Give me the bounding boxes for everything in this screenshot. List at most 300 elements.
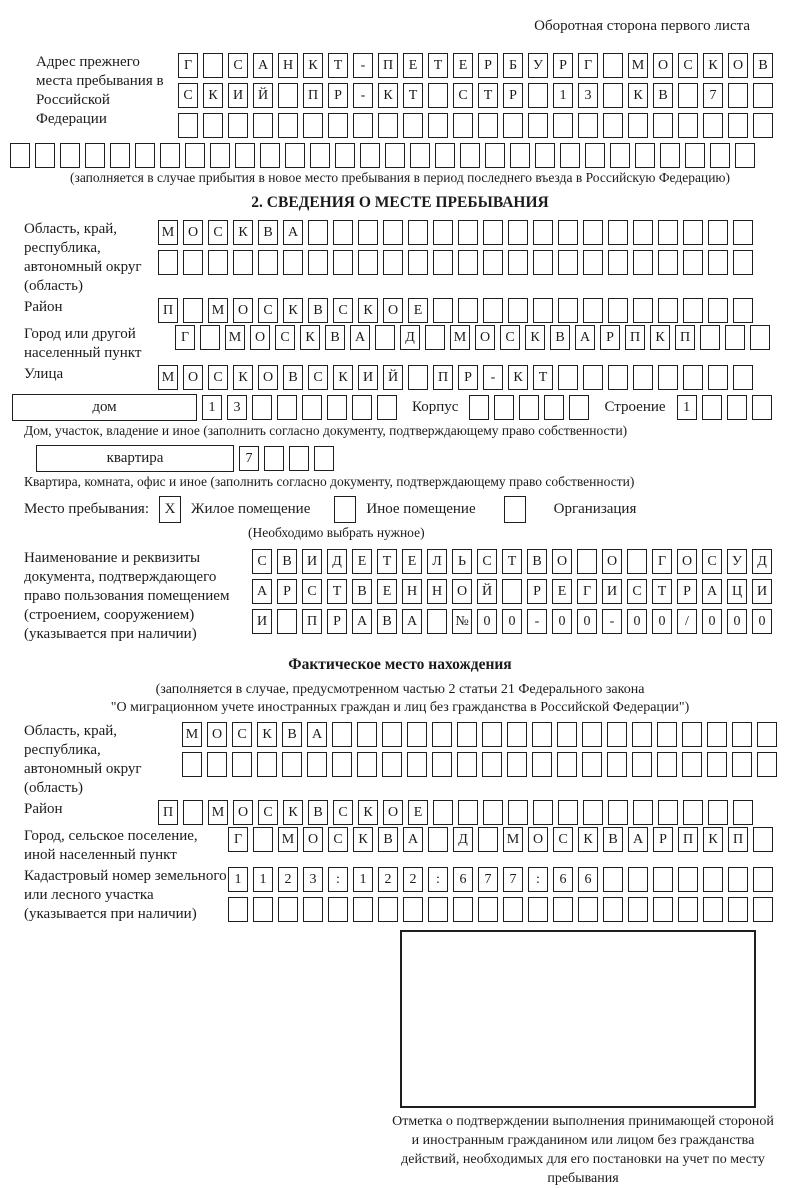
char-cell (583, 250, 603, 275)
char-cell (360, 143, 380, 168)
char-cell: У (528, 53, 548, 78)
char-cell: О (677, 549, 697, 574)
char-cell (232, 752, 252, 777)
char-cell: Б (503, 53, 523, 78)
char-cell: Д (327, 549, 347, 574)
char-cell (608, 800, 628, 825)
document-row-2 (252, 579, 772, 604)
char-cell (528, 897, 548, 922)
char-cell (485, 143, 505, 168)
cadastre-row-1 (228, 867, 773, 892)
char-cell (735, 143, 755, 168)
actual-region-row-2 (182, 752, 777, 777)
char-cell (732, 752, 752, 777)
char-cell: В (753, 53, 773, 78)
char-cell: П (303, 83, 323, 108)
corner-note: Оборотная сторона первого листа (534, 18, 750, 34)
char-cell (407, 722, 427, 747)
char-cell: А (253, 53, 273, 78)
char-cell: А (575, 325, 595, 350)
section2-street-label: Улица (24, 366, 64, 382)
char-cell (632, 722, 652, 747)
char-cell: 0 (652, 609, 672, 634)
char-cell (314, 446, 334, 471)
char-cell: 0 (552, 609, 572, 634)
char-cell: И (252, 609, 272, 634)
char-cell: 6 (578, 867, 598, 892)
char-cell (519, 395, 539, 420)
char-cell (608, 250, 628, 275)
char-cell: М (208, 800, 228, 825)
char-cell (658, 365, 678, 390)
other-premises-label: Иное помещение (366, 501, 476, 517)
char-cell: К (703, 827, 723, 852)
char-cell: 7 (703, 83, 723, 108)
document-label: Наименование и реквизиты документа, подтверждающего право пользования помещением (строением, сооружением) (указывается при наличии) (24, 550, 230, 642)
char-cell (332, 722, 352, 747)
char-cell (725, 325, 745, 350)
char-cell: О (475, 325, 495, 350)
char-cell (503, 113, 523, 138)
char-cell: К (358, 298, 378, 323)
char-cell (683, 800, 703, 825)
char-cell: Е (408, 298, 428, 323)
char-cell (733, 250, 753, 275)
char-cell: Д (453, 827, 473, 852)
char-cell (433, 800, 453, 825)
char-cell: С (553, 827, 573, 852)
char-cell: 1 (553, 83, 573, 108)
char-cell (553, 113, 573, 138)
char-cell (583, 800, 603, 825)
char-cell: О (528, 827, 548, 852)
char-cell (425, 325, 445, 350)
char-cell (707, 722, 727, 747)
char-cell: О (250, 325, 270, 350)
char-cell (383, 250, 403, 275)
char-cell (482, 722, 502, 747)
char-cell (533, 298, 553, 323)
char-cell: К (283, 298, 303, 323)
char-cell: Й (383, 365, 403, 390)
char-cell: С (453, 83, 473, 108)
char-cell (428, 897, 448, 922)
char-cell: С (208, 365, 228, 390)
section2-city-label: Город или другой населенный пункт (24, 326, 142, 361)
char-cell (528, 83, 548, 108)
char-cell (553, 897, 573, 922)
char-cell (357, 752, 377, 777)
organization-checkbox (504, 496, 526, 523)
char-cell: К (353, 827, 373, 852)
char-cell (633, 365, 653, 390)
char-cell: С (702, 549, 722, 574)
char-cell: К (233, 220, 253, 245)
char-cell: К (650, 325, 670, 350)
char-cell (10, 143, 30, 168)
char-cell: М (278, 827, 298, 852)
section2-district-block (10, 298, 790, 323)
section2-region-block (10, 220, 790, 296)
char-cell: П (625, 325, 645, 350)
building-cells (677, 395, 772, 420)
char-cell (403, 113, 423, 138)
char-cell (532, 722, 552, 747)
char-cell (183, 298, 203, 323)
char-cell: А (702, 579, 722, 604)
char-cell: С (308, 365, 328, 390)
char-cell (658, 298, 678, 323)
char-cell: М (503, 827, 523, 852)
char-cell: С (275, 325, 295, 350)
char-cell (135, 143, 155, 168)
char-cell (569, 395, 589, 420)
char-cell (653, 897, 673, 922)
char-cell (558, 365, 578, 390)
char-cell (727, 395, 747, 420)
section2-city-row (175, 325, 770, 350)
char-cell: 6 (553, 867, 573, 892)
char-cell: 2 (378, 867, 398, 892)
char-cell: С (477, 549, 497, 574)
char-cell (533, 250, 553, 275)
char-cell (408, 250, 428, 275)
char-cell (407, 752, 427, 777)
char-cell (757, 752, 777, 777)
char-cell: Р (677, 579, 697, 604)
char-cell: И (228, 83, 248, 108)
char-cell (228, 897, 248, 922)
char-cell: 0 (477, 609, 497, 634)
char-cell (382, 722, 402, 747)
char-cell (603, 897, 623, 922)
char-cell (178, 113, 198, 138)
organization-label: Организация (553, 501, 637, 517)
char-cell (558, 220, 578, 245)
char-cell (289, 446, 309, 471)
char-cell: В (283, 365, 303, 390)
char-cell: С (500, 325, 520, 350)
char-cell (603, 53, 623, 78)
char-cell: А (628, 827, 648, 852)
char-cell: И (358, 365, 378, 390)
block-label: Корпус (412, 399, 459, 415)
char-cell: О (602, 549, 622, 574)
char-cell (585, 143, 605, 168)
char-cell: 3 (303, 867, 323, 892)
char-cell: Р (503, 83, 523, 108)
char-cell (582, 752, 602, 777)
char-cell: 1 (677, 395, 697, 420)
actual-city-block (10, 827, 790, 865)
char-cell (733, 220, 753, 245)
stay-type-note: (Необходимо выбрать нужное) (248, 525, 425, 540)
char-cell (657, 752, 677, 777)
stamp-caption: Отметка о подтверждении выполнения принимающей стороной и иностранным гражданином или лицом без гражданства действий, необходимых для его постановки на учет по месту пребывания (392, 1114, 774, 1186)
char-cell: П (378, 53, 398, 78)
char-cell (458, 298, 478, 323)
char-cell (653, 113, 673, 138)
char-cell (183, 250, 203, 275)
char-cell (628, 897, 648, 922)
char-cell: В (527, 549, 547, 574)
char-cell: 7 (503, 867, 523, 892)
char-cell (633, 250, 653, 275)
char-cell: О (207, 722, 227, 747)
char-cell: П (158, 298, 178, 323)
char-cell (753, 897, 773, 922)
char-cell: В (325, 325, 345, 350)
char-cell (333, 250, 353, 275)
actual-district-label: Район (24, 801, 63, 817)
char-cell: О (552, 549, 572, 574)
char-cell (683, 298, 703, 323)
char-cell (753, 867, 773, 892)
char-cell (285, 143, 305, 168)
char-cell: Й (253, 83, 273, 108)
char-cell: В (282, 722, 302, 747)
house-number-cells (202, 395, 397, 420)
section2-city-block (10, 325, 790, 363)
char-cell (582, 722, 602, 747)
char-cell (457, 722, 477, 747)
char-cell: К (233, 365, 253, 390)
char-cell: С (252, 549, 272, 574)
char-cell: В (258, 220, 278, 245)
char-cell: 1 (228, 867, 248, 892)
char-cell (478, 113, 498, 138)
char-cell: С (328, 827, 348, 852)
section2-region-label: Область, край, республика, автономный округ (область) (24, 221, 142, 294)
char-cell (750, 325, 770, 350)
section2-street-row (158, 365, 753, 390)
char-cell (732, 722, 752, 747)
char-cell: : (428, 867, 448, 892)
char-cell (453, 113, 473, 138)
char-cell: О (728, 53, 748, 78)
char-cell (358, 220, 378, 245)
char-cell: С (678, 53, 698, 78)
char-cell: К (203, 83, 223, 108)
char-cell (528, 113, 548, 138)
char-cell (335, 143, 355, 168)
char-cell (203, 113, 223, 138)
char-cell (710, 143, 730, 168)
char-cell (560, 143, 580, 168)
char-cell: В (277, 549, 297, 574)
char-cell: П (675, 325, 695, 350)
char-cell (657, 722, 677, 747)
char-cell (583, 220, 603, 245)
char-cell: А (252, 579, 272, 604)
char-cell: В (653, 83, 673, 108)
char-cell (508, 220, 528, 245)
char-cell: Е (403, 53, 423, 78)
char-cell: Г (178, 53, 198, 78)
char-cell (428, 83, 448, 108)
char-cell: О (233, 298, 253, 323)
char-cell (503, 897, 523, 922)
char-cell: 0 (752, 609, 772, 634)
char-cell (557, 722, 577, 747)
char-cell (253, 897, 273, 922)
char-cell: Т (533, 365, 553, 390)
char-cell (578, 113, 598, 138)
char-cell (603, 83, 623, 108)
char-cell (433, 250, 453, 275)
char-cell (235, 143, 255, 168)
char-cell: 0 (702, 609, 722, 634)
char-cell: 0 (577, 609, 597, 634)
char-cell (328, 113, 348, 138)
actual-region-row-1 (182, 722, 777, 747)
char-cell (660, 143, 680, 168)
char-cell (408, 220, 428, 245)
stay-type-row (24, 496, 790, 523)
char-cell (753, 827, 773, 852)
char-cell (728, 897, 748, 922)
char-cell (428, 827, 448, 852)
char-cell (702, 395, 722, 420)
char-cell: П (678, 827, 698, 852)
char-cell: - (527, 609, 547, 634)
char-cell: К (378, 83, 398, 108)
char-cell: 0 (627, 609, 647, 634)
char-cell: О (452, 579, 472, 604)
char-cell (283, 250, 303, 275)
char-cell (110, 143, 130, 168)
char-cell: С (208, 220, 228, 245)
char-cell: А (307, 722, 327, 747)
apartment-type-box: квартира (36, 445, 234, 472)
char-cell: И (752, 579, 772, 604)
char-cell (253, 113, 273, 138)
char-cell: В (352, 579, 372, 604)
section2-title: 2. СВЕДЕНИЯ О МЕСТЕ ПРЕБЫВАНИЯ (251, 194, 549, 211)
char-cell (200, 325, 220, 350)
char-cell: К (333, 365, 353, 390)
char-cell (633, 298, 653, 323)
char-cell (433, 298, 453, 323)
actual-district-row (158, 800, 753, 825)
char-cell (435, 143, 455, 168)
char-cell: Е (552, 579, 572, 604)
char-cell (458, 800, 478, 825)
char-cell: Р (600, 325, 620, 350)
char-cell (432, 752, 452, 777)
char-cell: Т (428, 53, 448, 78)
char-cell: Е (408, 800, 428, 825)
char-cell: А (350, 325, 370, 350)
char-cell (303, 897, 323, 922)
char-cell (382, 752, 402, 777)
char-cell (633, 220, 653, 245)
char-cell (608, 298, 628, 323)
char-cell (733, 365, 753, 390)
char-cell (353, 113, 373, 138)
char-cell (507, 752, 527, 777)
char-cell (685, 143, 705, 168)
char-cell (678, 113, 698, 138)
char-cell (482, 752, 502, 777)
actual-city-row (228, 827, 773, 852)
char-cell: - (602, 609, 622, 634)
char-cell: 3 (578, 83, 598, 108)
char-cell (507, 722, 527, 747)
residential-checkbox: X (159, 496, 181, 523)
char-cell (378, 113, 398, 138)
char-cell (558, 800, 578, 825)
char-cell: К (703, 53, 723, 78)
char-cell (558, 250, 578, 275)
char-cell (310, 143, 330, 168)
char-cell: К (303, 53, 323, 78)
char-cell (608, 220, 628, 245)
prev-address-block (10, 53, 790, 138)
char-cell: 2 (278, 867, 298, 892)
char-cell (628, 113, 648, 138)
char-cell (160, 143, 180, 168)
char-cell: С (258, 800, 278, 825)
section2-district-label: Район (24, 299, 63, 315)
char-cell (383, 220, 403, 245)
char-cell: Р (527, 579, 547, 604)
char-cell (494, 395, 514, 420)
char-cell: М (182, 722, 202, 747)
document-row-3 (252, 609, 772, 634)
char-cell: Р (327, 609, 347, 634)
char-cell: П (433, 365, 453, 390)
char-cell (403, 897, 423, 922)
char-cell: А (402, 609, 422, 634)
char-cell: С (178, 83, 198, 108)
char-cell (627, 549, 647, 574)
char-cell: М (208, 298, 228, 323)
char-cell: Р (653, 827, 673, 852)
char-cell (633, 800, 653, 825)
char-cell: 7 (478, 867, 498, 892)
char-cell: 1 (353, 867, 373, 892)
char-cell: О (183, 220, 203, 245)
char-cell: Н (402, 579, 422, 604)
char-cell (708, 800, 728, 825)
char-cell: В (308, 800, 328, 825)
block-cells (469, 395, 589, 420)
char-cell: О (183, 365, 203, 390)
char-cell (635, 143, 655, 168)
char-cell (483, 250, 503, 275)
section2-region-row-2 (158, 250, 753, 275)
char-cell (469, 395, 489, 420)
char-cell (535, 143, 555, 168)
apartment-row (36, 445, 790, 472)
char-cell (658, 220, 678, 245)
char-cell (678, 83, 698, 108)
char-cell: Е (453, 53, 473, 78)
char-cell: - (353, 83, 373, 108)
char-cell: О (258, 365, 278, 390)
char-cell: Т (502, 549, 522, 574)
apartment-cells (239, 446, 334, 471)
char-cell (432, 722, 452, 747)
char-cell (683, 250, 703, 275)
char-cell: Д (400, 325, 420, 350)
char-cell (278, 83, 298, 108)
char-cell (708, 220, 728, 245)
char-cell (377, 395, 397, 420)
char-cell: У (727, 549, 747, 574)
char-cell (357, 722, 377, 747)
